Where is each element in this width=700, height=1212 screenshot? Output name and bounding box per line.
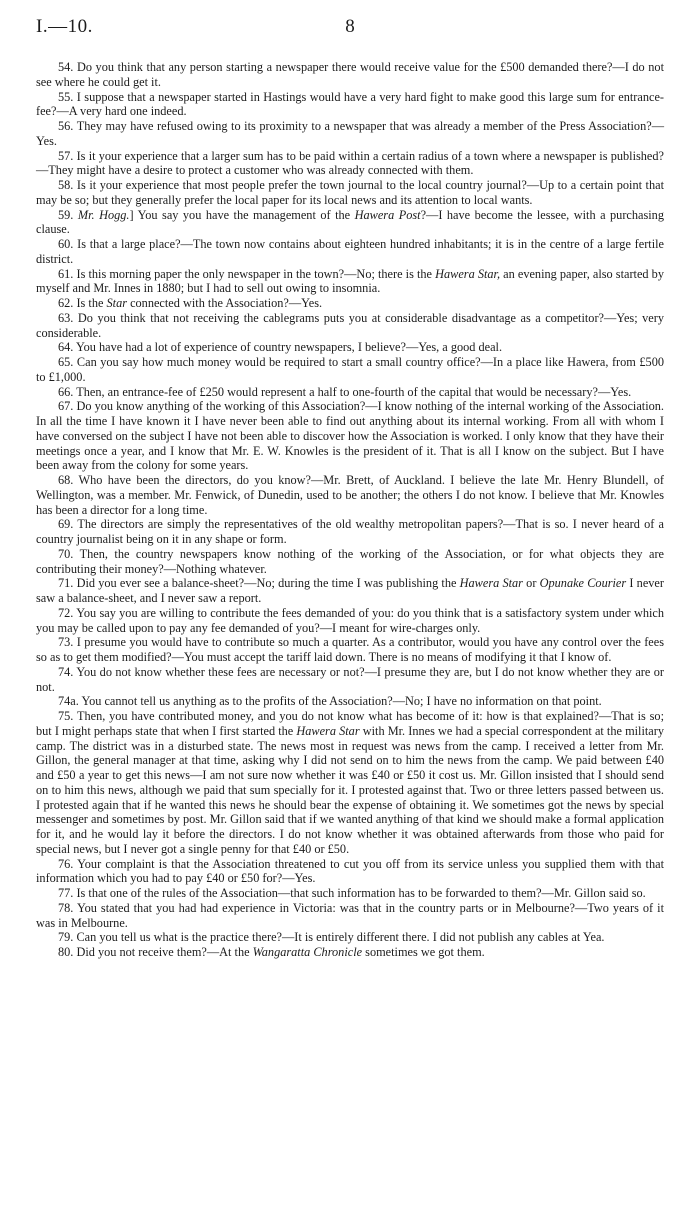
evidence-text — [36, 60, 664, 960]
page-number: 8 — [345, 16, 355, 37]
question-paragraph — [36, 886, 664, 901]
text-run: 78. You stated that you had had experience in Victoria: was that in the country parts or in Melbourne?—Two years of it was in Melbourne. — [36, 900, 664, 930]
text-run: 54. Do you think that any person starting a newspaper there would receive value for the £500 demanded there?—I do not see where he could get it. — [36, 60, 664, 89]
question-paragraph — [36, 857, 664, 887]
question-paragraph — [36, 267, 664, 297]
question-paragraph — [36, 237, 664, 267]
text-run: 79. Can you tell us what is the practice there?—It is entirely different there. I did not publish any cables at Yea. — [58, 930, 605, 945]
italic-text: Hawera Star — [296, 723, 360, 738]
question-paragraph — [36, 547, 664, 577]
text-run: 56. They may have refused owing to its proximity to a newspaper that was already a member of the Press Association?—Yes. — [36, 119, 664, 148]
question-paragraph — [36, 473, 664, 517]
text-run: 65. Can you say how much money would be required to start a small country office?—In a place like Hawera, from £500 to £1,000. — [36, 355, 664, 384]
text-run: 55. I suppose that a newspaper started in Hastings would have a very hard fight to make good this large sum for entrance-fee?—A very hard one indeed. — [36, 89, 664, 119]
italic-text: Hawera Star, — [435, 266, 501, 281]
text-run: 74a. You cannot tell us anything as to the profits of the Association?—No; I have no information on that point. — [58, 694, 602, 709]
text-run: 64. You have had a lot of experience of country newspapers, I believe?—Yes, a good deal. — [58, 340, 503, 355]
text-run: 58. Is it your experience that most people prefer the town journal to the local country journal?—Up to a certain point that may be so; but they generally prefer the local paper for its local news and its attention to local wants. — [36, 178, 664, 207]
question-paragraph — [36, 296, 664, 311]
question-paragraph — [36, 606, 664, 636]
text-run: 72. You say you are willing to contribute the fees demanded of you: do you think that is a satisfactory system under which you may be called upon to pay any fee demanded of you?—I meant for wire-charges only. — [36, 605, 664, 635]
text-run: 74. You do not know whether these fees are necessary or not?—I presume they are, but I do not know whether they are or not. — [36, 664, 664, 694]
text-run: 60. Is that a large place?—The town now contains about eighteen hundred inhabitants; it is in the centre of a large fertile district. — [36, 237, 664, 266]
text-run: 77. Is that one of the rules of the Association—that such information has to be forwarded to them?—Mr. Gillon said so. — [58, 886, 646, 900]
question-paragraph — [36, 635, 664, 665]
question-paragraph — [36, 517, 664, 547]
question-paragraph — [36, 208, 664, 238]
italic-text: Mr. Hogg. — [77, 207, 130, 222]
text-run: 75. Then, you have contributed money, and you do not know what has become of it: how is that explained?—That is so; but I might perhaps state that when I first started the — [36, 709, 664, 738]
page-header — [36, 16, 664, 42]
text-run: 68. Who have been the directors, do you know?—Mr. Brett, of Auckland. I believe the late Mr. Henry Blundell, of Wellington, was a member. Mr. Fenwick, of Dunedin, used to be another; the others I do not know. I believe that Mr. Knowles has been a director for a long time. — [36, 473, 664, 517]
text-run: 80. Did you not receive them?—At the — [58, 945, 253, 959]
question-paragraph — [36, 665, 664, 695]
question-paragraph — [36, 399, 664, 473]
italic-text: Opunake Courier — [539, 576, 627, 591]
question-paragraph — [36, 60, 664, 90]
question-paragraph — [36, 930, 664, 945]
text-run: ] You say you have the management of the — [129, 207, 355, 222]
report-reference: I.—10. — [36, 16, 93, 37]
question-paragraph — [36, 149, 664, 179]
text-run: connected with the Association?—Yes. — [127, 296, 323, 310]
text-run: with Mr. Innes we had a special correspondent at the military camp. The district was in a disturbed state. The news most in request was news from the camp. I received a letter from Mr. Gillon, the general manager at that time, asking why I did not send on to him the news from the camp. We paid between £40 and £50 a year to get this news—I am not sure now whether it was £40 or £50 it cost us. Mr. Gillon insisted that I should send on to him this news, although we paid that sum specially for it. I protested against that. Two or three letters passed between us. I protested again that if he wanted this news he should bear the expense of obtaining it. We sometimes got the news by special messenger and sometimes by post. Mr. Gillon said that if we wanted anything of that kind we should make a formal application for it, and he would lay it before the directors. I do not know whether it was obtained afterwards from those who paid for special news, but I never got a single penny for that £40 or £50. — [36, 723, 665, 856]
question-paragraph — [36, 385, 664, 400]
question-paragraph — [36, 311, 664, 341]
italic-text: Star — [106, 296, 127, 310]
text-run: I never saw a balance-sheet, and I never saw a report. — [36, 576, 664, 605]
text-run: 71. Did you ever see a balance-sheet?—No; during the time I was publishing the — [58, 576, 460, 591]
question-paragraph — [36, 340, 664, 355]
text-run: 57. Is it your experience that a larger sum has to be paid within a certain radius of a town where a newspaper is published?—They might have a desire to protect a customer who was already connected with them. — [36, 148, 664, 178]
text-run: 69. The directors are simply the representatives of the old wealthy metropolitan papers?—That is so. I never heard of a country journalist being on it in any shape or form. — [36, 517, 664, 546]
text-run: sometimes we got them. — [362, 945, 485, 959]
text-run: 70. Then, the country newspapers know nothing of the working of the Association, or for what objects they are contributing their money?—Nothing whatever. — [36, 546, 664, 576]
question-paragraph — [36, 945, 664, 960]
question-paragraph — [36, 576, 664, 606]
text-run: ?—I have become the lessee, with a purchasing clause. — [36, 207, 664, 237]
question-paragraph — [36, 119, 664, 149]
italic-text: Wangaratta Chronicle — [252, 945, 363, 959]
question-paragraph — [36, 90, 664, 120]
italic-text: Hawera Star — [459, 576, 523, 591]
text-run: 73. I presume you would have to contribute so much a quarter. As a contributor, would you have any control over the fees so as to get them modified?—You must accept the tariff laid down. There is no means of modifying it that I know of. — [36, 635, 664, 664]
text-run: 59. — [58, 207, 78, 222]
text-run: or — [522, 576, 540, 591]
text-run: 62. Is the — [58, 296, 107, 310]
question-paragraph — [36, 178, 664, 208]
question-paragraph — [36, 355, 664, 385]
text-run: 76. Your complaint is that the Association threatened to cut you off from its service unless you supplied them with that information which you had to pay £40 or £50 for?—Yes. — [36, 856, 664, 886]
text-run: 63. Do you think that not receiving the cablegrams puts you at considerable disadvantage as a competitor?—Yes; very considerable. — [36, 310, 664, 340]
text-run: 61. Is this morning paper the only newspaper in the town?—No; there is the — [58, 266, 436, 281]
text-run: 66. Then, an entrance-fee of £250 would represent a half to one-fourth of the capital that would be necessary?—Yes. — [58, 384, 632, 399]
italic-text: Hawera Post — [354, 207, 421, 222]
text-run: 67. Do you know anything of the working of this Association?—I know nothing of the internal working of the Association. In all the time I have known it I have never been able to find out anything about its internal working. From all with whom I have conversed on the subject I have not been able to discover how the Association is worked. I only know that they have their meetings once a year, and I know that Mr. E. W. Knowles is the president of it. That is all I know on the subject. But I have been away from the colony for some years. — [36, 399, 664, 473]
question-paragraph — [36, 901, 664, 931]
question-paragraph — [36, 694, 664, 709]
question-paragraph — [36, 709, 664, 857]
text-run: an evening paper, also started by myself and Mr. Innes in 1880; but I had to sell out owing to insomnia. — [36, 266, 664, 296]
